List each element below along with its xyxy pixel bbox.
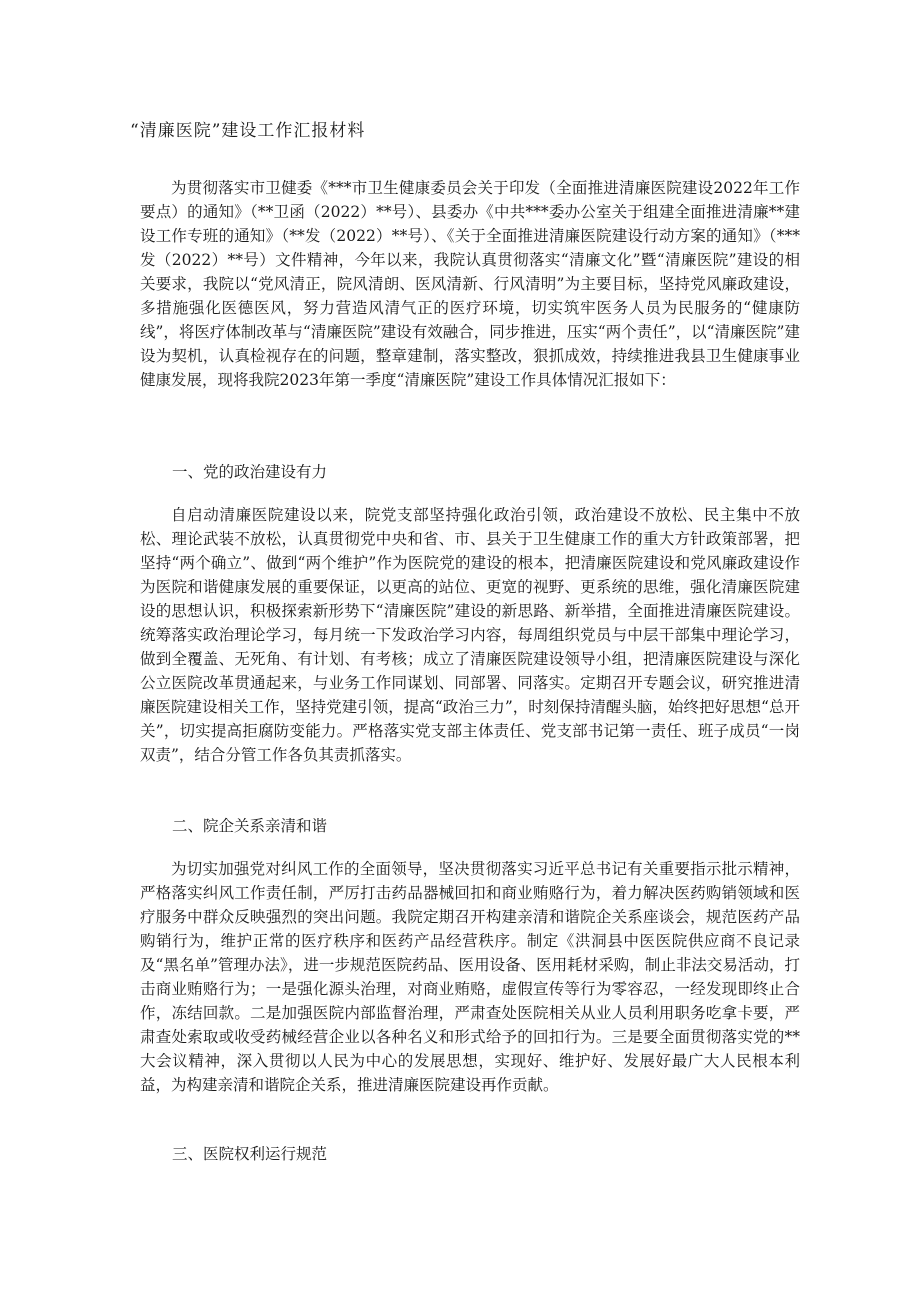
- section-2-heading: 二、院企关系亲清和谐: [172, 817, 328, 835]
- section-3-heading: 三、医院权利运行规范: [172, 1145, 328, 1163]
- document-title: “清廉医院”建设工作汇报材料: [130, 121, 366, 141]
- section-1-heading: 一、党的政治建设有力: [172, 463, 328, 481]
- section-2-body: 为切实加强党对纠风工作的全面领导，坚决贯彻落实习近平总书记有关重要指示批示精神，严格落实纠风工作责任制，严厉打击药品器械回扣和商业贿赂行为，着力解决医药购销领域和医疗服务中群众反映强烈的突出问题。我院定期召开构建亲清和谐院企关系座谈会，规范医药产品购销行为，维护正常的医疗秩序和医药产品经营秩序。制定《洪洞县中医医院供应商不良记录及“黑名单”管理办法》，进一步规范医院药品、医用设备、医用耗材采购，制止非法交易活动，打击商业贿赂行为；一是强化源头治理，对商业贿赂，虚假宣传等行为零容忍，一经发现即终止合作，冻结回款。二是加强医院内部监督治理，严肃查处医院相关从业人员利用职务吃拿卡要，严肃查处索取或收受药械经营企业以各种名义和形式给予的回扣行为。三是要全面贯彻落实党的**大会议精神，深入贯彻以人民为中心的发展思想，实现好、维护好、发展好最广大人民根本利益，为构建亲清和谐院企关系，推进清廉医院建设再作贡献。: [140, 860, 800, 1094]
- section-1-body: 自启动清廉医院建设以来，院党支部坚持强化政治引领，政治建设不放松、民主集中不放松、理论武装不放松，认真贯彻党中央和省、市、县关于卫生健康工作的重大方针政策部署，把坚持“两个确立”、做到“两个维护”作为医院党的建设的根本，把清廉医院建设和党风廉政建设作为医院和谐健康发展的重要保证，以更高的站位、更宽的视野、更系统的思维，强化清廉医院建设的思想认识，积极探索新形势下“清廉医院”建设的新思路、新举措，全面推进清廉医院建设。统筹落实政治理论学习，每月统一下发政治学习内容，每周组织党员与中层干部集中理论学习，做到全覆盖、无死角、有计划、有考核；成立了清廉医院建设领导小组，把清廉医院建设与深化公立医院改革贯通起来，与业务工作同谋划、同部署、同落实。定期召开专题会议，研究推进清廉医院建设相关工作，坚持党建引领，提高“政治三力”，时刻保持清醒头脑，始终把好思想“总开关”，切实提高拒腐防变能力。严格落实党支部主体责任、党支部书记第一责任、班子成员“一岗双责”，结合分管工作各负其责抓落实。: [140, 506, 800, 764]
- intro-paragraph: 为贯彻落实市卫健委《***市卫生健康委员会关于印发（全面推进清廉医院建设2022年工作要点）的通知》（**卫函（2022）**号）、县委办《中共***委办公室关于组建全面推进清廉**建设工作专班的通知》（**发（2022）**号）、《关于全面推进清廉医院建设行动方案的通知》（***发（2022）**号）文件精神，今年以来，我院认真贯彻落实“清廉文化”暨“清廉医院”建设的相关要求，我院以“党风清正，院风清朗、医风清新、行风清明”为主要目标，坚持党风廉政建设，多措施强化医德医风，努力营造风清气正的医疗环境，切实筑牢医务人员为民服务的“健康防线”，将医疗体制改革与“清廉医院”建设有效融合，同步推进，压实“两个责任”，以“清廉医院”建设为契机，认真检视存在的问题，整章建制，落实整改，狠抓成效，持续推进我县卫生健康事业健康发展，现将我院2023年第一季度“清廉医院”建设工作具体情况汇报如下：: [140, 179, 800, 389]
